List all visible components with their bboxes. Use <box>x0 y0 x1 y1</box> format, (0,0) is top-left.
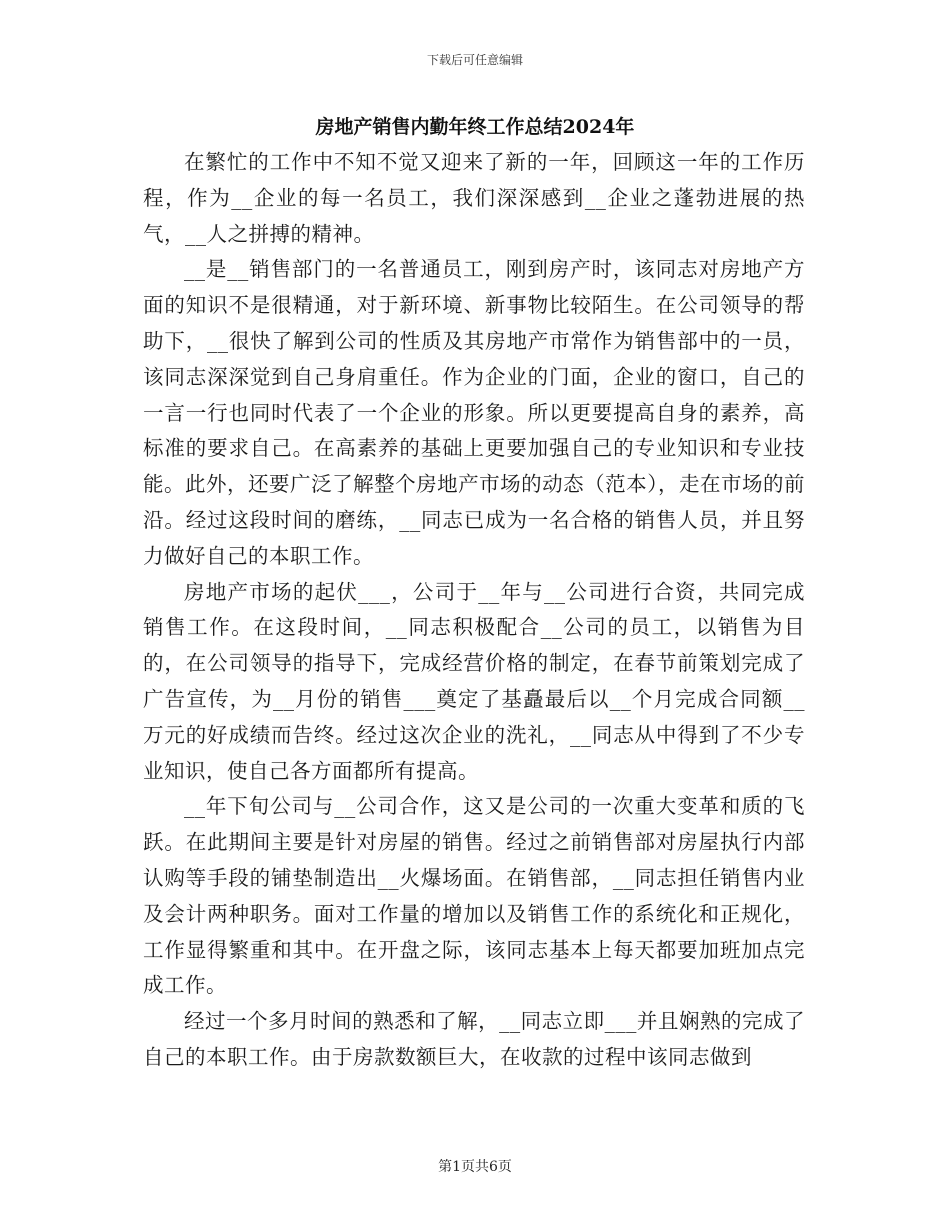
page-number: 第1页共6页 <box>438 1159 512 1175</box>
paragraph-4: __年下旬公司与__公司合作，这又是公司的一次重大变革和质的飞跃。在此期间主要是针对房屋的销售。经过之前销售部对房屋执行内部认购等手段的铺垫制造出__火爆场面。在销售部，__同志担任销售内业及会计两种职务。面对工作量的增加以及销售工作的系统化和正规化，工作显得繁重和其中。在开盘之际，该同志基本上每天都要加班加点完成工作。 <box>143 794 805 998</box>
paragraph-3: 房地产市场的起伏___，公司于__年与__公司进行合资，共同完成销售工作。在这段时间，__同志积极配合__公司的员工，以销售为目的，在公司领导的指导下，完成经营价格的制定，在春节前策划完成了广告宣传，为__月份的销售___奠定了基矗最后以__个月完成合同额__万元的好成绩而告终。经过这次企业的洗礼，__同志从中得到了不少专业知识，使自己各方面都所有提高。 <box>143 579 805 783</box>
document-body <box>143 145 805 1076</box>
document-title: 房地产销售内勤年终工作总结2024年 <box>315 116 635 138</box>
paragraph-2: __是__销售部门的一名普通员工，刚到房产时，该同志对房地产方面的知识不是很精通，对于新环境、新事物比较陌生。在公司领导的帮助下，__很快了解到公司的性质及其房地产市常作为销售部中的一员，该同志深深觉到自己身肩重任。作为企业的门面，企业的窗口，自己的一言一行也同时代表了一个企业的形象。所以更要提高自身的素养，高标准的要求自己。在高素养的基础上更要加强自己的专业知识和专业技能。此外，还要广泛了解整个房地产市场的动态（范本），走在市场的前沿。经过这段时间的磨练，__同志已成为一名合格的销售人员，并且努力做好自己的本职工作。 <box>143 257 805 568</box>
paragraph-5: 经过一个多月时间的熟悉和了解，__同志立即___并且娴熟的完成了自己的本职工作。由于房款数额巨大，在收款的过程中该同志做到 <box>143 1009 805 1069</box>
header-note: 下载后可任意编辑 <box>426 53 523 67</box>
paragraph-1: 在繁忙的工作中不知不觉又迎来了新的一年，回顾这一年的工作历程，作为__企业的每一名员工，我们深深感到__企业之蓬勃进展的热气，__人之拼搏的精神。 <box>143 150 805 246</box>
